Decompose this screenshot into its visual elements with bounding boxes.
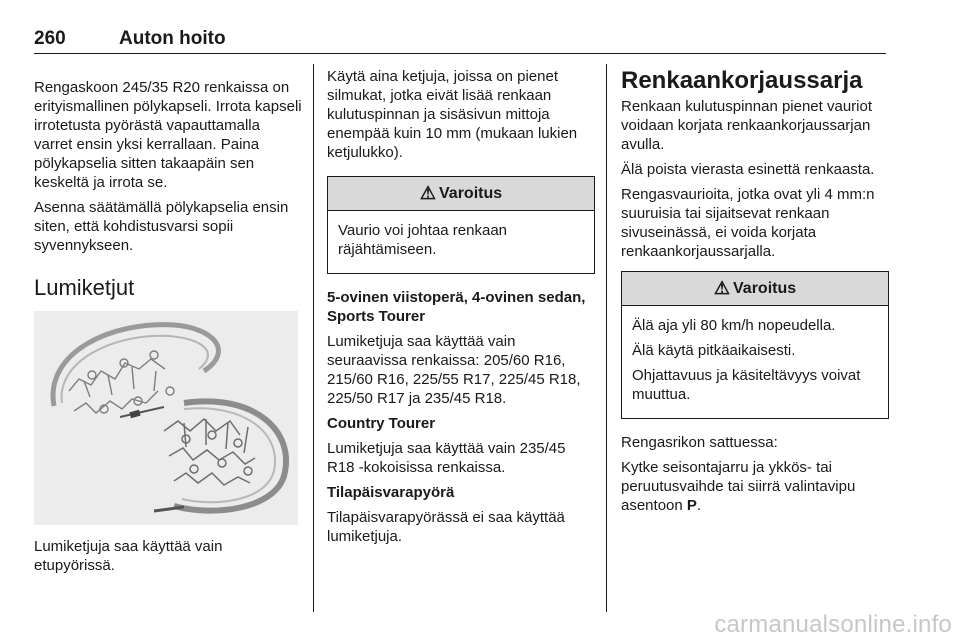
warning-line: Älä käytä pitkäaikaisesti. xyxy=(632,342,796,359)
warning-body xyxy=(328,211,594,273)
paragraph: Lumiketjuja saa käyttää vain etupyörissä. xyxy=(34,538,223,574)
subheading: Tilapäisvarapyörä xyxy=(327,484,455,501)
header-rule xyxy=(34,53,886,54)
section-title: Auton hoito xyxy=(119,28,226,49)
heading-lumiketjut: Lumiketjut xyxy=(34,275,135,300)
page-number: 260 xyxy=(34,28,66,49)
warning-header xyxy=(328,177,594,211)
warning-box xyxy=(621,271,889,419)
subheading: Country Tourer xyxy=(327,415,436,432)
paragraph: Käytä aina ketjuja, joissa on pienet silmukat, jotka eivät lisää renkaan kulutuspinnan ja sisäsivun mittoja enempää kuin 10 mm (mukaan lukien ketjulukko). xyxy=(327,68,578,161)
paragraph: Tilapäisvarapyörässä ei saa käyttää lumiketjuja. xyxy=(327,509,565,545)
paragraph: Rengasrikon sattuessa: xyxy=(621,434,778,451)
warning-box xyxy=(327,176,595,274)
warning-text: Vaurio voi johtaa renkaan räjähtämiseen. xyxy=(338,222,507,258)
warning-line: Älä aja yli 80 km/h nopeudella. xyxy=(632,317,836,334)
paragraph: Rengaskoon 245/35 R20 renkaissa on erityismallinen pölykapseli. Irrota kapseli irrotetusta pyörästä vapauttamalla varret ensin yksi kerrallaan. Paina pölykapselia sitten takaapäin sen keskeltä ja irrota se. xyxy=(34,79,302,191)
paragraph-end: . xyxy=(696,497,702,514)
paragraph: Lumiketjuja saa käyttää vain 235/45 R18 -kokoisissa renkaissa. xyxy=(327,440,566,476)
snow-chains-image xyxy=(34,311,298,525)
page-header xyxy=(34,24,886,54)
heading-renkaankorjaussarja: Renkaankorjaussarja xyxy=(621,67,863,94)
paragraph: Asenna säätämällä pölykapselia ensin siten, että kohdistusvarsi sopii syvennykseen. xyxy=(34,199,289,254)
paragraph xyxy=(621,458,889,515)
warning-icon: ⚠ xyxy=(713,278,730,298)
paragraph-text: Kytke seisontajarru ja ykkös- tai peruutusvaihde tai siirrä valintavipu asentoon xyxy=(621,459,856,514)
column-1 xyxy=(34,78,302,581)
warning-line: Ohjattavuus ja käsiteltävyys voivat muuttua. xyxy=(632,367,861,403)
snow-chains-illustration xyxy=(34,311,298,525)
column-2 xyxy=(327,67,595,552)
paragraph: Rengasvaurioita, jotka ovat yli 4 mm:n suuruisia tai sijaitsevat renkaan sivuseinässä, ei voida korjata renkaankorjaussarjalla. xyxy=(621,186,875,260)
gear-position-p: P xyxy=(686,497,697,514)
watermark: carmanualsonline.info xyxy=(714,611,952,638)
warning-icon: ⚠ xyxy=(419,183,436,203)
warning-title: Varoitus xyxy=(733,280,797,297)
column-divider-2 xyxy=(606,64,607,612)
paragraph: Älä poista vierasta esinettä renkaasta. xyxy=(621,161,875,178)
paragraph: Renkaan kulutuspinnan pienet vauriot voidaan korjata renkaankorjaussarjan avulla. xyxy=(621,98,873,153)
warning-body xyxy=(622,306,888,418)
paragraph: Lumiketjuja saa käyttää vain seuraavissa renkaissa: 205/60 R16, 215/60 R16, 225/55 R17, 225/45 R18, 225/50 R17 ja 235/45 R18. xyxy=(327,333,581,407)
warning-header xyxy=(622,272,888,306)
warning-title: Varoitus xyxy=(439,185,503,202)
column-3 xyxy=(621,67,889,521)
column-divider-1 xyxy=(313,64,314,612)
subheading: 5-ovinen viistoperä, 4-ovinen sedan, Sports Tourer xyxy=(327,289,586,325)
